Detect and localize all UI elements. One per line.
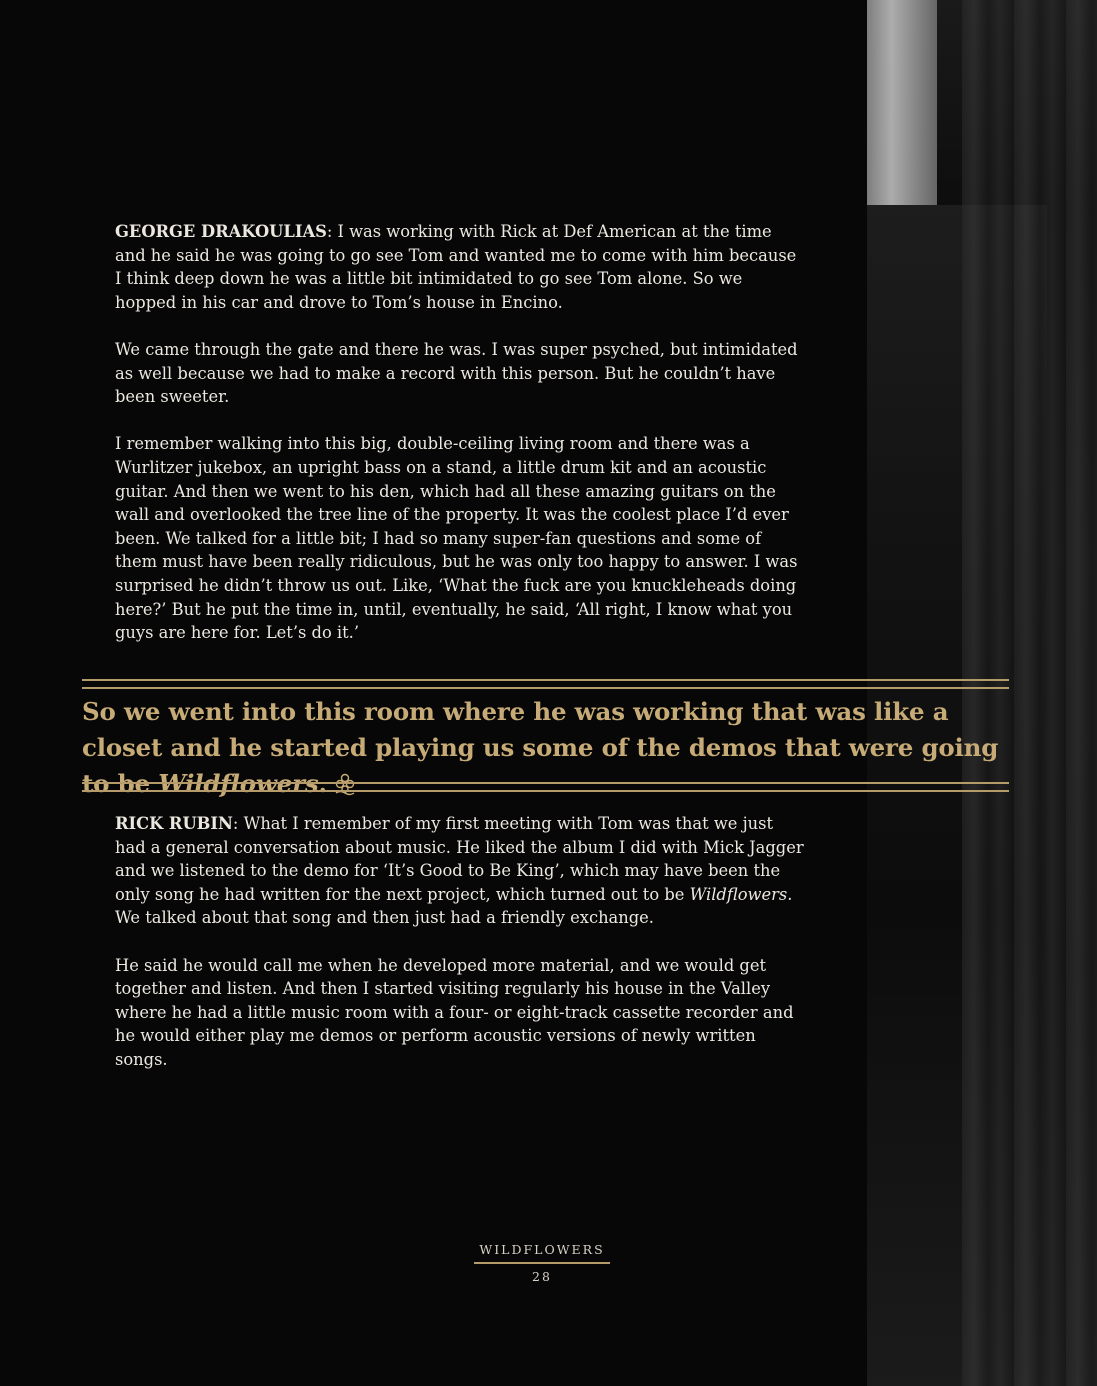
pull-quote-rule-bottom [82,782,1009,792]
pull-quote-rule-top [82,679,1009,689]
paragraph-text: We came through the gate and there he was. I was super psyched, but intimidated as well because we had to make a record with this person. But he couldn’t have been sweeter. [115,339,798,407]
paragraph [115,338,805,409]
speaker-name: RICK RUBIN [115,814,233,833]
interview-section-bottom [115,812,805,1095]
paragraph [115,812,805,930]
paragraph [115,220,805,314]
paragraph [115,954,805,1072]
window-light [867,0,937,205]
paragraph [115,432,805,644]
paragraph-text: . We talked about that song and then just had a friendly exchange. [115,884,793,928]
pull-quote-emphasis: Wildflowers [158,769,319,798]
photo-strip [867,0,1097,1386]
page-number: 28 [532,1269,552,1284]
footer-rule [474,1262,610,1264]
speaker-name: GEORGE DRAKOULIAS [115,222,327,241]
running-footer-title: WILDFLOWERS [479,1242,605,1257]
pull-quote-end: . [318,769,327,798]
paragraph-text: He said he would call me when he developed more material, and we would get together and listen. And then I started visiting regularly his house in the Valley where he had a little music room with a four- or eight-track cassette recorder and he would either play me demos or perform acoustic versions of newly written songs. [115,955,794,1069]
interview-section-top [115,220,805,668]
curtain [962,0,1097,1386]
paragraph-text: I remember walking into this big, double-ceiling living room and there was a Wurlitzer jukebox, an upright bass on a stand, a little drum kit and an acoustic guitar. And then we went to his den, which had all these amazing guitars on the wall and overlooked the tree line of the property. It was the coolest place I’d ever been. We talked for a little bit; I had so many super-fan questions and some of them must have been really ridiculous, but he was only too happy to answer. I was surprised he didn’t throw us out. Like, ‘What the fuck are you knuckleheads doing here?’ But he put the time in, until, eventually, he said, ‘All right, I know what you guys are here for. Let’s do it.’ [115,434,798,643]
pull-quote-text: So we went into this room where he was working that was like a closet and he started playing us some of the demos that were going to be [82,697,999,798]
paragraph-text: : I was working with Rick at Def American at the time and he said he was going to go see Tom and wanted me to come with him because I think deep down he was a little bit intimidated to go see Tom alone. So we hopped in his car and drove to Tom’s house in Encino. [115,222,797,312]
paragraph-text: : What I remember of my first meeting with Tom was that we just had a general conversation about music. He liked the album I did with Mick Jagger and we listened to the demo for ‘It’s Good to Be King’, which may have been the only song he had written for the next project, which turned out to be [115,814,804,904]
album-title: Wildflowers [689,884,788,904]
